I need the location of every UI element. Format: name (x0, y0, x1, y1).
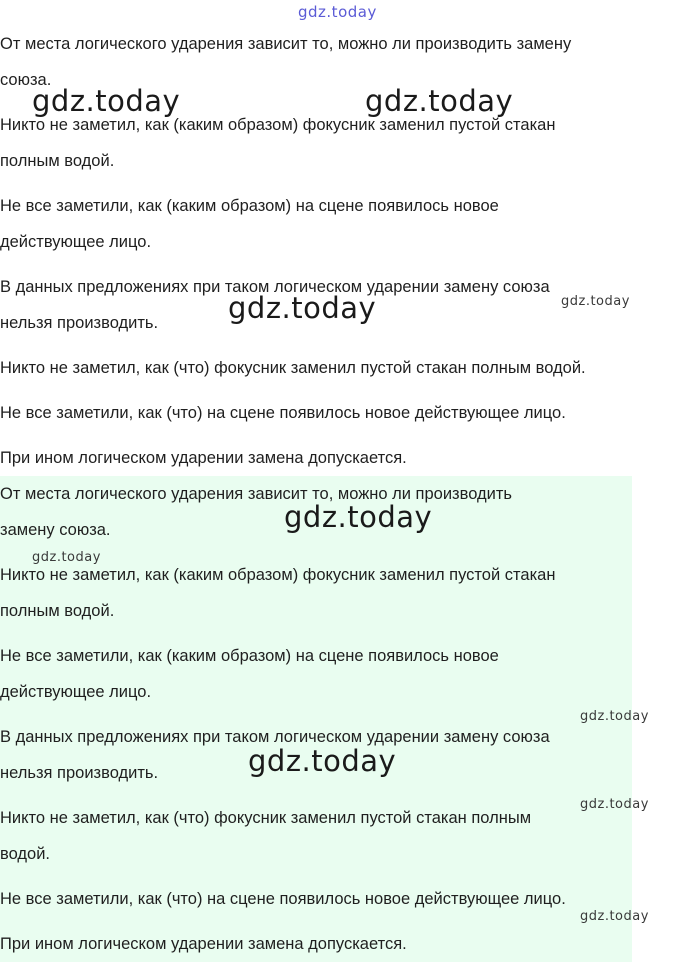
section2-line: В данных предложениях при таком логическом ударении замену союза (0, 728, 550, 746)
section1-line: При ином логическом ударении замена допускается. (0, 449, 407, 467)
section1-line: От места логического ударения зависит то, можно ли производить замену (0, 35, 572, 53)
section2-line: Не все заметили, как (каким образом) на сцене появилось новое (0, 647, 499, 665)
section2-line: замену союза. (0, 521, 111, 539)
section1-line: Не все заметили, как (что) на сцене появилось новое действующее лицо. (0, 404, 566, 422)
section2-line: водой. (0, 845, 50, 863)
section1-line: Никто не заметил, как (каким образом) фокусник заменил пустой стакан (0, 116, 556, 134)
section2-line: Никто не заметил, как (каким образом) фокусник заменил пустой стакан (0, 566, 556, 584)
section1-line: нельзя производить. (0, 314, 159, 332)
section1-line: Никто не заметил, как (что) фокусник заменил пустой стакан полным водой. (0, 359, 586, 377)
section1-line: В данных предложениях при таком логическом ударении замену союза (0, 278, 550, 296)
watermark: gdz.today (298, 3, 377, 21)
section2-line: полным водой. (0, 602, 115, 620)
section1-line: полным водой. (0, 152, 115, 170)
watermark: gdz.today (365, 84, 514, 118)
section1-line: союза. (0, 71, 52, 89)
section1-line: Не все заметили, как (каким образом) на сцене появилось новое (0, 197, 499, 215)
section2-line: действующее лицо. (0, 683, 152, 701)
section2-line: При ином логическом ударении замена допускается. (0, 935, 407, 953)
watermark: gdz.today (32, 550, 101, 565)
section2-line: нельзя производить. (0, 764, 159, 782)
watermark: gdz.today (284, 500, 433, 534)
watermark: gdz.today (32, 84, 181, 118)
watermark: gdz.today (561, 294, 630, 309)
section2-line: От места логического ударения зависит то, можно ли производить (0, 485, 513, 503)
watermark: gdz.today (248, 744, 397, 778)
section1-line: действующее лицо. (0, 233, 152, 251)
watermark: gdz.today (580, 797, 649, 812)
section2-line: Никто не заметил, как (что) фокусник заменил пустой стакан полным (0, 809, 532, 827)
section2-line: Не все заметили, как (что) на сцене появилось новое действующее лицо. (0, 890, 566, 908)
watermark: gdz.today (228, 291, 377, 325)
watermark: gdz.today (580, 909, 649, 924)
watermark: gdz.today (580, 709, 649, 724)
